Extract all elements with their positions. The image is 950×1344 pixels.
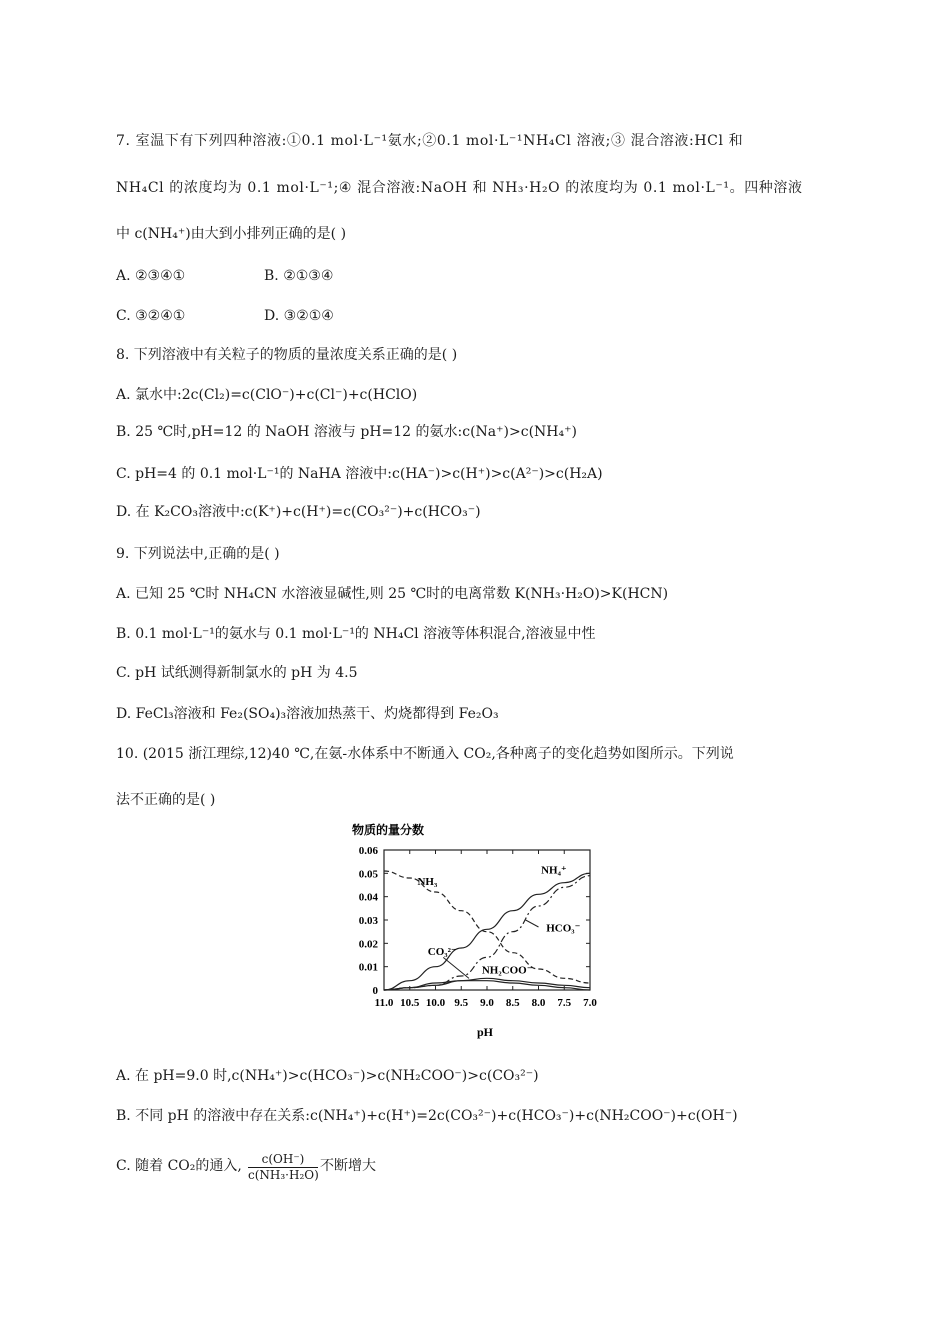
x-tick-label: 10.5 [400, 997, 420, 1009]
q7-stem-line2: NH₄Cl 的浓度均为 0.1 mol·L⁻¹;④ 混合溶液:NaOH 和 NH₃·H₂O 的浓度均为 0.1 mol·L⁻¹。四种溶液 [116, 180, 803, 196]
q9-option-a: A. 已知 25 ℃时 NH₄CN 水溶液显碱性,则 25 ℃时的电离常数 K(NH₃·H₂O)>K(HCN) [116, 586, 669, 602]
q7-option-a: A. ②③④① [116, 268, 186, 284]
hco3-leader-line [526, 920, 539, 927]
y-tick-label: 0.06 [358, 845, 378, 857]
q9-stem: 9. 下列说法中,正确的是( ) [116, 546, 280, 562]
q10-option-a: A. 在 pH=9.0 时,c(NH₄⁺)>c(HCO₃⁻)>c(NH₂COO⁻)>c(CO₃²⁻) [116, 1068, 539, 1084]
x-tick-label: 10.0 [425, 997, 446, 1009]
x-tick-label: 7.5 [557, 997, 572, 1009]
x-tick-label: 8.0 [531, 997, 546, 1009]
y-tick-label: 0.03 [358, 915, 378, 927]
q10-stem-line2: 法不正确的是( ) [116, 792, 216, 808]
series-label-1: NH₄⁺ [541, 864, 567, 877]
y-tick-label: 0.05 [358, 868, 378, 881]
q10-stem-line1: 10. (2015 浙江理综,12)40 ℃,在氨-水体系中不断通入 CO₂,各种离子的变化趋势如图所示。下列说 [116, 746, 734, 762]
q8-option-c: C. pH=4 的 0.1 mol·L⁻¹的 NaHA 溶液中:c(HA⁻)>c(H⁺)>c(A²⁻)>c(H₂A) [116, 466, 603, 482]
co3-leader-line [443, 957, 469, 978]
q8-option-d: D. 在 K₂CO₃溶液中:c(K⁺)+c(H⁺)=c(CO₃²⁻)+c(HCO₃⁻) [116, 504, 481, 520]
q7-stem-line1: 7. 室温下有下列四种溶液:①0.1 mol·L⁻¹氨水;②0.1 mol·L⁻¹NH₄Cl 溶液;③ 混合溶液:HCl 和 [116, 133, 744, 149]
x-tick-label: 8.5 [505, 997, 520, 1009]
series-label-2: HCO₃⁻ [546, 922, 581, 935]
q7-option-c: C. ③②④① [116, 308, 186, 324]
q8-stem: 8. 下列溶液中有关粒子的物质的量浓度关系正确的是( ) [116, 347, 458, 363]
fraction-numerator: c(OH⁻) [248, 1152, 318, 1168]
q9-option-b: B. 0.1 mol·L⁻¹的氨水与 0.1 mol·L⁻¹的 NH₄Cl 溶液等体积混合,溶液显中性 [116, 626, 596, 642]
y-tick-label: 0.04 [358, 891, 378, 904]
series-label-4: NH₂COO⁻ [481, 964, 533, 977]
x-axis-label: pH [476, 1025, 494, 1039]
q7-stem-line3: 中 c(NH₄⁺)由大到小排列正确的是( ) [116, 226, 347, 242]
x-tick-label: 9.5 [454, 997, 469, 1009]
q9-option-d: D. FeCl₃溶液和 Fe₂(SO₄)₃溶液加热蒸干、灼烧都得到 Fe₂O₃ [116, 706, 499, 722]
series-label-3: CO₃²⁻ [427, 946, 457, 958]
q9-option-c: C. pH 试纸测得新制氯水的 pH 为 4.5 [116, 665, 358, 681]
q10-option-c-suffix: 不断增大 [320, 1158, 376, 1174]
x-tick-label: 7.0 [583, 997, 597, 1009]
y-tick-label: 0 [372, 985, 378, 997]
series-label-0: NH₃ [417, 876, 438, 888]
x-tick-label: 9.0 [480, 997, 494, 1009]
ratio-fraction [248, 1152, 318, 1183]
y-axis-label: 物质的量分数 [352, 823, 425, 837]
species-fraction-chart [340, 822, 610, 1040]
y-tick-label: 0.01 [358, 961, 378, 974]
q7-option-d: D. ③②①④ [264, 308, 334, 324]
fraction-denominator: c(NH₃·H₂O) [248, 1168, 319, 1182]
q8-option-a: A. 氯水中:2c(Cl₂)=c(ClO⁻)+c(Cl⁻)+c(HClO) [116, 387, 418, 403]
q7-option-b: B. ②①③④ [264, 268, 334, 284]
q10-option-c-prefix: C. 随着 CO₂的通入, [116, 1158, 242, 1174]
q8-option-b: B. 25 ℃时,pH=12 的 NaOH 溶液与 pH=12 的氨水:c(Na⁺)>c(NH₄⁺) [116, 424, 577, 440]
q10-option-b: B. 不同 pH 的溶液中存在关系:c(NH₄⁺)+c(H⁺)=2c(CO₃²⁻)+c(HCO₃⁻)+c(NH₂COO⁻)+c(OH⁻) [116, 1108, 738, 1124]
x-tick-label: 11.0 [374, 997, 394, 1009]
y-tick-label: 0.02 [358, 938, 378, 951]
